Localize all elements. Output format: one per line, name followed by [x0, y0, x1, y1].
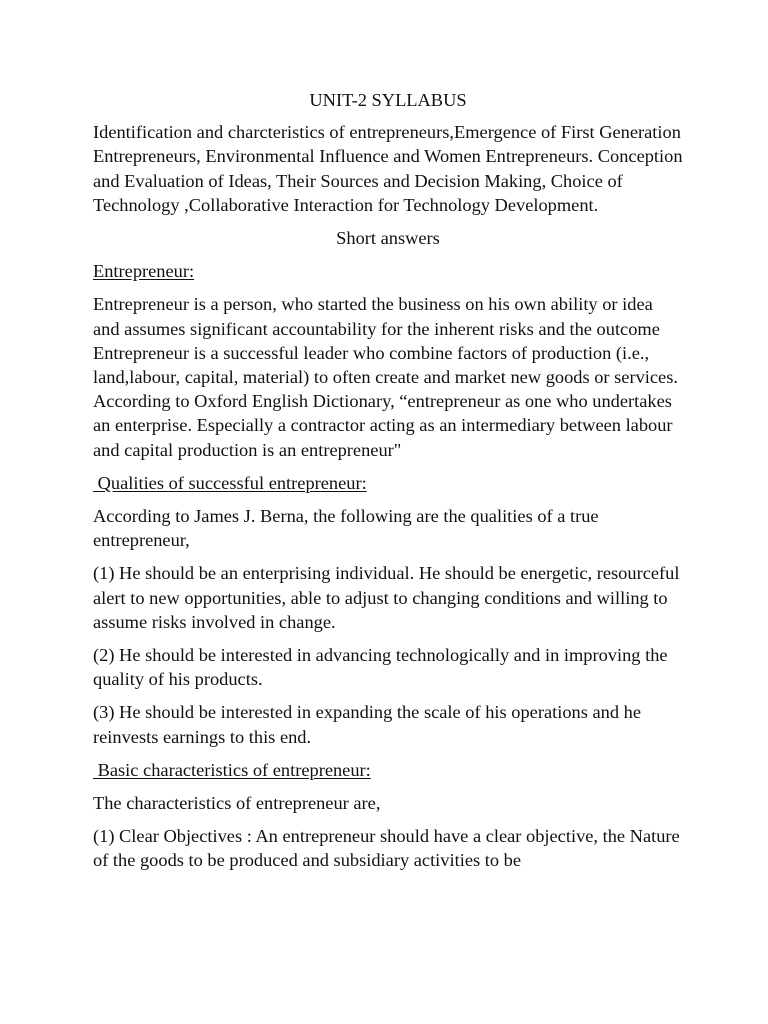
qualities-heading: Qualities of successful entrepreneur: [93, 472, 367, 493]
quality-item: (2) He should be interested in advancing technologically and in improving the quality of his products. [93, 645, 668, 690]
entrepreneur-heading: Entrepreneur: [93, 261, 195, 282]
quality-item: (3) He should be interested in expanding the scale of his operations and he reinvests earnings to this end. [93, 702, 641, 747]
entrepreneur-definition: Entrepreneur is a person, who started the business on his own ability or idea and assumes significant accountability for the inherent risks and the outcome Entrepreneur is a successful leader who combine factors of production (i.e., land,labour, capital, material) to often create and market new goods or services. According to Oxford English Dictionary, “entrepreneur as one who undertakes an enterprise. Especially a contractor acting as an intermediary between labour and capital production is an entrepreneur" [93, 294, 678, 460]
section-title: Short answers [336, 228, 440, 249]
qualities-intro: According to James J. Berna, the following are the qualities of a true entrepreneur, [93, 506, 599, 551]
syllabus-paragraph: Identification and charcteristics of entrepreneurs,Emergence of First Generation Entrepreneurs, Environmental Influence and Women Entrepreneurs. Conception and Evaluation of Ideas, Their Sources and Decision Making, Choice of Technology ,Collaborative Interaction for Technology Development. [93, 122, 683, 215]
characteristics-intro: The characteristics of entrepreneur are, [93, 793, 381, 814]
quality-item: (1) He should be an enterprising individual. He should be energetic, resourceful alert to new opportunities, able to adjust to changing conditions and willing to assume risks involved in change. [93, 563, 680, 632]
characteristics-heading: Basic characteristics of entrepreneur: [93, 759, 371, 780]
document-title: UNIT-2 SYLLABUS [309, 90, 467, 110]
document-page [93, 88, 683, 882]
characteristic-item: (1) Clear Objectives : An entrepreneur should have a clear objective, the Nature of the goods to be produced and subsidiary activities to be [93, 826, 680, 871]
